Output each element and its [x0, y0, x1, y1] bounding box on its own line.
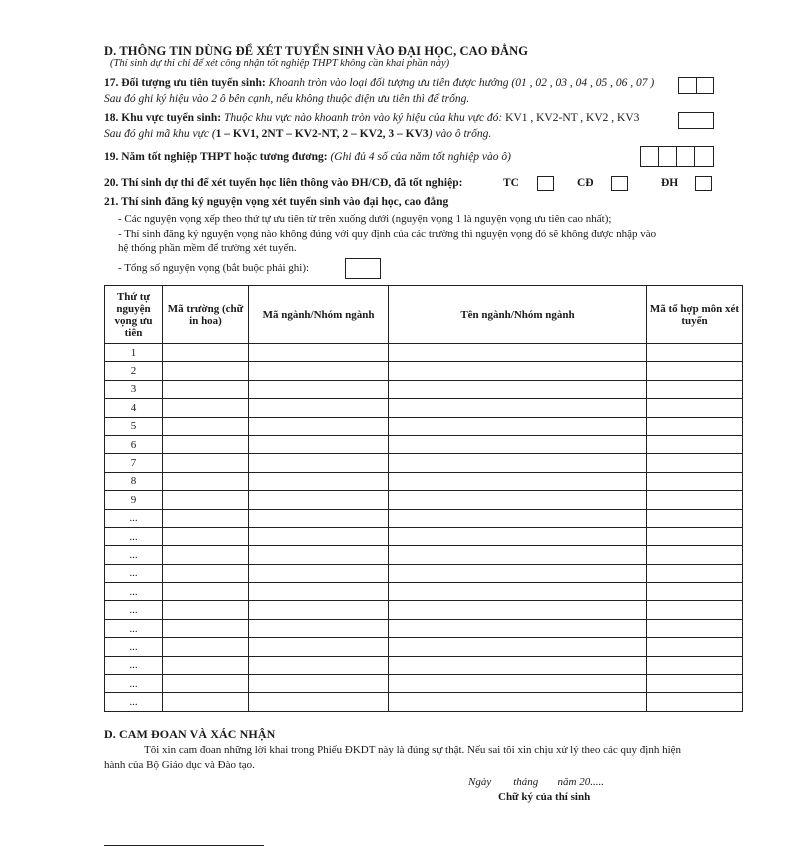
q20-tc-checkbox[interactable] [537, 176, 554, 191]
wish-table-header-row [105, 286, 743, 344]
major-name-cell[interactable] [389, 362, 647, 380]
combo-code-cell[interactable] [647, 619, 743, 637]
major-name-cell[interactable] [389, 583, 647, 601]
q17-text: Khoanh tròn vào loại đối tượng ưu tiên được hưởng (01 , 02 , 03 , 04 , 05 , 06 , 07 ) [268, 77, 655, 89]
q21-bullet-2a: - Thí sinh đăng ký nguyện vọng nào không đúng với quy định của các trường thì nguyện vọng đó sẽ không được nhập vào [118, 228, 657, 240]
major-name-cell[interactable] [389, 417, 647, 435]
major-code-cell[interactable] [249, 509, 389, 527]
combo-code-cell[interactable] [647, 693, 743, 711]
q21-bullet-2b: hệ thống phần mềm để trường xét tuyển. [118, 242, 297, 254]
school-code-cell[interactable] [163, 564, 249, 582]
total-wishes-input-box[interactable] [345, 258, 381, 279]
commitment-title: D. CAM ĐOAN VÀ XÁC NHẬN [104, 727, 276, 741]
order-cell: ... [105, 527, 163, 545]
q20-cd-checkbox[interactable] [611, 176, 628, 191]
major-code-cell[interactable] [249, 472, 389, 490]
table-row [105, 693, 743, 711]
order-cell: ... [105, 675, 163, 693]
major-name-cell[interactable] [389, 527, 647, 545]
q18-line2-a: Sau đó ghi mã khu vực ( [104, 128, 216, 140]
order-cell: 9 [105, 491, 163, 509]
q17-line2: Sau đó ghi ký hiệu vào 2 ô bên cạnh, nếu không thuộc diện ưu tiên thì để trống. [104, 93, 470, 105]
order-cell: 7 [105, 454, 163, 472]
table-row [105, 344, 743, 362]
school-code-cell[interactable] [163, 344, 249, 362]
school-code-cell[interactable] [163, 509, 249, 527]
q17-priority-code-boxes[interactable] [678, 77, 714, 94]
table-row [105, 583, 743, 601]
q20-dh-checkbox[interactable] [695, 176, 712, 191]
major-code-cell[interactable] [249, 583, 389, 601]
q20-cd-label: CĐ [577, 177, 594, 189]
major-name-cell[interactable] [389, 564, 647, 582]
table-row [105, 546, 743, 564]
q19-box-1[interactable] [641, 147, 659, 166]
q19-line [104, 151, 511, 163]
order-cell: 8 [105, 472, 163, 490]
order-cell: ... [105, 693, 163, 711]
school-code-cell[interactable] [163, 638, 249, 656]
major-code-cell[interactable] [249, 344, 389, 362]
major-name-cell[interactable] [389, 656, 647, 674]
header-major-code: Mã ngành/Nhóm ngành [249, 286, 389, 344]
order-cell: 1 [105, 344, 163, 362]
major-name-cell[interactable] [389, 619, 647, 637]
signature-line [104, 845, 264, 846]
major-code-cell[interactable] [249, 491, 389, 509]
q18-label: 18. Khu vực tuyển sinh: [104, 112, 222, 124]
major-name-cell[interactable] [389, 693, 647, 711]
wish-table-body [105, 344, 743, 712]
major-name-cell[interactable] [389, 344, 647, 362]
major-name-cell[interactable] [389, 399, 647, 417]
school-code-cell[interactable] [163, 527, 249, 545]
combo-code-cell[interactable] [647, 417, 743, 435]
major-code-cell[interactable] [249, 564, 389, 582]
school-code-cell[interactable] [163, 601, 249, 619]
table-row [105, 601, 743, 619]
major-code-cell[interactable] [249, 693, 389, 711]
section-d-note: (Thí sinh dự thi chỉ để xét công nhận tốt nghiệp THPT không cần khai phần này) [110, 58, 450, 69]
q18-line2-b: 1 – KV1, 2NT – KV2-NT, 2 – KV2, 3 – KV3 [215, 128, 429, 140]
major-code-cell[interactable] [249, 656, 389, 674]
wish-table [104, 285, 743, 712]
q20-tc-label: TC [503, 177, 519, 189]
signature-date: Ngày tháng năm 20..... [468, 776, 604, 788]
major-code-cell[interactable] [249, 380, 389, 398]
major-code-cell[interactable] [249, 417, 389, 435]
combo-code-cell[interactable] [647, 380, 743, 398]
table-row [105, 564, 743, 582]
q18-options: KV1 , KV2-NT , KV2 , KV3 [505, 112, 640, 124]
q18-line2-c: ) vào ô trống. [428, 128, 492, 140]
school-code-cell[interactable] [163, 619, 249, 637]
major-name-cell[interactable] [389, 472, 647, 490]
major-name-cell[interactable] [389, 546, 647, 564]
table-row [105, 472, 743, 490]
major-code-cell[interactable] [249, 601, 389, 619]
major-name-cell[interactable] [389, 509, 647, 527]
school-code-cell[interactable] [163, 491, 249, 509]
major-name-cell[interactable] [389, 601, 647, 619]
q17-label: 17. Đối tượng ưu tiên tuyển sinh: [104, 77, 266, 89]
major-name-cell[interactable] [389, 675, 647, 693]
order-cell: ... [105, 546, 163, 564]
school-code-cell[interactable] [163, 583, 249, 601]
q19-text: (Ghi đủ 4 số của năm tốt nghiệp vào ô) [330, 151, 511, 163]
school-code-cell[interactable] [163, 417, 249, 435]
table-row [105, 638, 743, 656]
order-cell: ... [105, 619, 163, 637]
q21-bullet-3: - Tổng số nguyện vọng (bắt buộc phải ghi): [118, 262, 310, 274]
school-code-cell[interactable] [163, 454, 249, 472]
combo-code-cell[interactable] [647, 344, 743, 362]
major-code-cell[interactable] [249, 638, 389, 656]
major-code-cell[interactable] [249, 619, 389, 637]
school-code-cell[interactable] [163, 435, 249, 453]
order-cell: ... [105, 564, 163, 582]
table-row [105, 619, 743, 637]
q18-line2 [104, 128, 491, 140]
q20-label: 20. Thí sinh dự thi để xét tuyển học liên thông vào ĐH/CĐ, đã tốt nghiệp: [104, 177, 463, 189]
school-code-cell[interactable] [163, 380, 249, 398]
order-cell: ... [105, 656, 163, 674]
order-cell: 2 [105, 362, 163, 380]
combo-code-cell[interactable] [647, 399, 743, 417]
combo-code-cell[interactable] [647, 656, 743, 674]
order-cell: 4 [105, 399, 163, 417]
order-cell: ... [105, 509, 163, 527]
combo-code-cell[interactable] [647, 564, 743, 582]
major-name-cell[interactable] [389, 491, 647, 509]
table-row [105, 656, 743, 674]
order-cell: ... [105, 583, 163, 601]
combo-code-cell[interactable] [647, 509, 743, 527]
school-code-cell[interactable] [163, 656, 249, 674]
commitment-line-2: hành của Bộ Giáo dục và Đào tạo. [104, 759, 255, 771]
q17-box-2[interactable] [697, 78, 714, 93]
combo-code-cell[interactable] [647, 435, 743, 453]
table-row [105, 417, 743, 435]
q19-label: 19. Năm tốt nghiệp THPT hoặc tương đương: [104, 151, 328, 163]
header-combo-code: Mã tổ hợp môn xét tuyển [647, 286, 743, 344]
school-code-cell[interactable] [163, 399, 249, 417]
q17-box-1[interactable] [679, 78, 697, 93]
major-code-cell[interactable] [249, 546, 389, 564]
combo-code-cell[interactable] [647, 546, 743, 564]
q18-text: Thuộc khu vực nào khoanh tròn vào ký hiệu của khu vực đó: [224, 112, 503, 124]
q18-region-code-box[interactable] [678, 112, 714, 129]
major-code-cell[interactable] [249, 675, 389, 693]
table-row [105, 362, 743, 380]
q17-line1 [104, 77, 654, 89]
section-d-title: D. THÔNG TIN DÙNG ĐỂ XÉT TUYỂN SINH VÀO ĐẠI HỌC, CAO ĐẲNG [104, 44, 529, 58]
major-code-cell[interactable] [249, 527, 389, 545]
school-code-cell[interactable] [163, 546, 249, 564]
combo-code-cell[interactable] [647, 601, 743, 619]
table-row [105, 380, 743, 398]
combo-code-cell[interactable] [647, 638, 743, 656]
major-name-cell[interactable] [389, 638, 647, 656]
major-code-cell[interactable] [249, 362, 389, 380]
order-cell: ... [105, 638, 163, 656]
table-row [105, 491, 743, 509]
q20-dh-label: ĐH [661, 177, 679, 189]
combo-code-cell[interactable] [647, 583, 743, 601]
q19-box-3[interactable] [677, 147, 695, 166]
major-code-cell[interactable] [249, 399, 389, 417]
major-code-cell[interactable] [249, 454, 389, 472]
combo-code-cell[interactable] [647, 675, 743, 693]
major-code-cell[interactable] [249, 435, 389, 453]
order-cell: 5 [105, 417, 163, 435]
major-name-cell[interactable] [389, 454, 647, 472]
order-cell: ... [105, 601, 163, 619]
school-code-cell[interactable] [163, 675, 249, 693]
header-school-code: Mã trường (chữ in hoa) [163, 286, 249, 344]
combo-code-cell[interactable] [647, 527, 743, 545]
q19-box-2[interactable] [659, 147, 677, 166]
signature-label: Chữ ký của thí sinh [498, 791, 591, 803]
combo-code-cell[interactable] [647, 472, 743, 490]
q21-label: 21. Thí sinh đăng ký nguyện vọng xét tuyển sinh vào đại học, cao đẳng [104, 196, 449, 208]
major-name-cell[interactable] [389, 435, 647, 453]
combo-code-cell[interactable] [647, 362, 743, 380]
q21-bullet-1: - Các nguyện vọng xếp theo thứ tự ưu tiên từ trên xuống dưới (nguyện vọng 1 là nguyện vọng ưu tiên cao nhất); [118, 213, 612, 225]
q19-box-4[interactable] [695, 147, 713, 166]
header-order: Thứ tự nguyện vọng ưu tiên [105, 286, 163, 344]
major-name-cell[interactable] [389, 380, 647, 398]
table-row [105, 527, 743, 545]
order-cell: 6 [105, 435, 163, 453]
table-row [105, 435, 743, 453]
school-code-cell[interactable] [163, 472, 249, 490]
table-row [105, 675, 743, 693]
school-code-cell[interactable] [163, 362, 249, 380]
order-cell: 3 [105, 380, 163, 398]
table-row [105, 399, 743, 417]
table-row [105, 454, 743, 472]
q19-year-boxes[interactable] [640, 146, 714, 167]
table-row [105, 509, 743, 527]
school-code-cell[interactable] [163, 693, 249, 711]
commitment-line-1: Tôi xin cam đoan những lời khai trong Phiếu ĐKDT này là đúng sự thật. Nếu sai tôi xin chịu xử lý theo các quy định hiện [144, 744, 682, 756]
combo-code-cell[interactable] [647, 454, 743, 472]
header-major-name: Tên ngành/Nhóm ngành [389, 286, 647, 344]
combo-code-cell[interactable] [647, 491, 743, 509]
q18-line1 [104, 112, 639, 124]
